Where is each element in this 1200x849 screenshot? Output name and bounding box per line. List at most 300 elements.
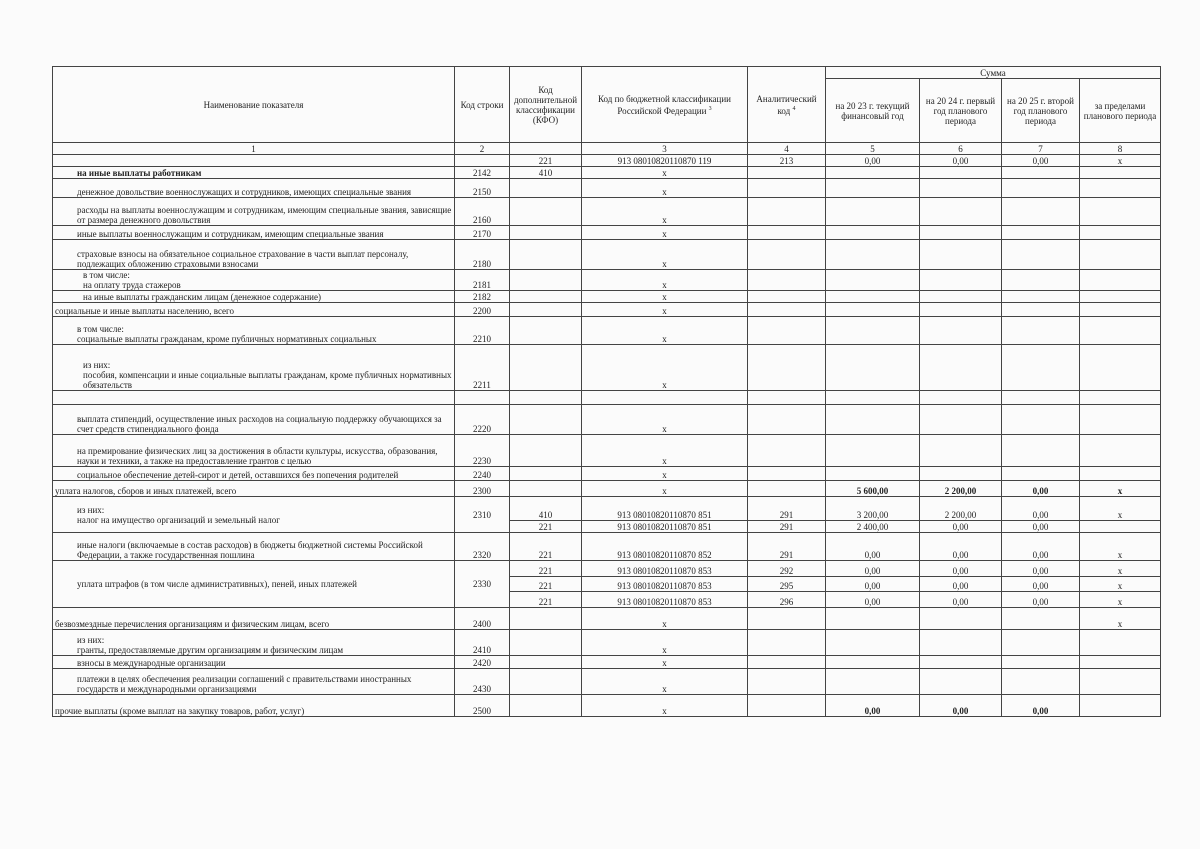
row-label: прочие выплаты (кроме выплат на закупку товаров, работ, услуг): [55, 706, 305, 716]
row-sum-2024: [920, 167, 1002, 179]
row-sum-beyond: [1080, 345, 1161, 391]
row-sum-beyond: [1080, 435, 1161, 467]
row-name: [53, 179, 455, 198]
row-label: взносы в международные организации: [77, 658, 226, 668]
row-kfo: [510, 435, 582, 467]
row-name: [53, 561, 455, 608]
row-label: налог на имущество организаций и земельный налог: [77, 514, 280, 525]
row-budget-code: 913 08010820110870 851: [582, 497, 748, 521]
row-name: [53, 270, 455, 291]
row-sum-2024: [920, 303, 1002, 317]
row-label: иные налоги (включаемые в состав расходов) в бюджеты бюджетной системы Российской Федерации, а также государственная пошлина: [77, 540, 423, 560]
row-prefix: из них:: [77, 635, 105, 645]
row-sum-2024: 0,00: [920, 592, 1002, 608]
row-label: безвозмездные перечисления организациям и физическим лицам, всего: [55, 619, 330, 629]
table-row: [53, 291, 1161, 303]
header-year-3: на 20 25 г. второй год планового периода: [1002, 79, 1080, 143]
row-analytic-code: [748, 391, 826, 405]
row-analytic-code: [748, 669, 826, 695]
row-label: денежное довольствие военнослужащих и сотрудников, имеющих специальные звания: [77, 187, 412, 197]
row-label: социальное обеспечение детей-сирот и детей, оставшихся без попечения родителей: [77, 470, 399, 480]
row-sum-2025: [1002, 435, 1080, 467]
row-sum-2025: 0,00: [1002, 577, 1080, 592]
row-analytic-code: [748, 167, 826, 179]
row-sum-2023: 0,00: [826, 577, 920, 592]
row-sum-2023: [826, 656, 920, 669]
row-kfo: [510, 345, 582, 391]
row-budget-code: 913 08010820110870 853: [582, 577, 748, 592]
row-sum-beyond: x: [1080, 608, 1161, 630]
row-budget-code: x: [582, 669, 748, 695]
row-analytic-code: 292: [748, 561, 826, 577]
row-sum-2025: [1002, 291, 1080, 303]
table-row: [53, 198, 1161, 226]
row-name: [53, 608, 455, 630]
row-kfo: 410: [510, 167, 582, 179]
row-code: 2320: [455, 533, 510, 561]
header-kfo: Код дополнительной классификации (КФО): [510, 67, 582, 143]
row-sum-2025: [1002, 179, 1080, 198]
row-sum-beyond: [1080, 198, 1161, 226]
row-label: пособия, компенсации и иные социальные выплаты гражданам, кроме публичных нормативных обязательств: [83, 370, 452, 390]
row-sum-beyond: [1080, 521, 1161, 533]
row-analytic-code: [748, 630, 826, 656]
row-kfo: 221: [510, 592, 582, 608]
row-code: 2420: [455, 656, 510, 669]
row-analytic-code: [748, 467, 826, 481]
row-sum-beyond: x: [1080, 561, 1161, 577]
row-sum-2023: [826, 198, 920, 226]
row-name: [53, 630, 455, 656]
row-analytic-code: [748, 481, 826, 497]
row-analytic-code: 291: [748, 533, 826, 561]
row-sum-2023: [826, 291, 920, 303]
row-prefix: из них:: [77, 504, 105, 515]
row-sum-2023: 0,00: [826, 561, 920, 577]
row-sum-2024: 0,00: [920, 533, 1002, 561]
row-sum-2024: 0,00: [920, 521, 1002, 533]
row-sum-2025: [1002, 303, 1080, 317]
row-sum-2025: 0,00: [1002, 592, 1080, 608]
row-kfo: [510, 198, 582, 226]
row-label: выплата стипендий, осуществление иных расходов на социальную поддержку обучающихся за счет средств стипендиального фонда: [77, 414, 442, 434]
row-name: [53, 240, 455, 270]
table-row: [53, 608, 1161, 630]
row-kfo: [510, 303, 582, 317]
header-sum: Сумма: [826, 67, 1161, 79]
row-budget-code: x: [582, 630, 748, 656]
col-num: 1: [53, 143, 455, 155]
row-sum-2025: [1002, 656, 1080, 669]
row-sum-2024: [920, 669, 1002, 695]
row-kfo: [510, 391, 582, 405]
table-row: [53, 240, 1161, 270]
row-code: 2181: [455, 270, 510, 291]
row-label: гранты, предоставляемые другим организациям и физическим лицам: [77, 645, 344, 655]
table-row: [53, 345, 1161, 391]
header-year-1: на 20 23 г. текущий финансовый год: [826, 79, 920, 143]
row-budget-code: 913 08010820110870 851: [582, 521, 748, 533]
row-sum-2023: [826, 669, 920, 695]
row-sum-2024: [920, 467, 1002, 481]
row-budget-code: 913 08010820110870 853: [582, 592, 748, 608]
row-analytic-code: [748, 317, 826, 345]
row-code: 2400: [455, 608, 510, 630]
row-code: 2410: [455, 630, 510, 656]
row-name: [53, 155, 455, 167]
row-sum-2024: [920, 405, 1002, 435]
row-sum-beyond: [1080, 656, 1161, 669]
row-sum-2025: [1002, 317, 1080, 345]
row-analytic-code: [748, 179, 826, 198]
row-budget-code: x: [582, 179, 748, 198]
row-sum-2025: 0,00: [1002, 497, 1080, 521]
row-sum-beyond: [1080, 226, 1161, 240]
row-sum-2024: [920, 630, 1002, 656]
row-name: [53, 345, 455, 391]
table-row: [53, 391, 1161, 405]
row-sum-2024: [920, 345, 1002, 391]
row-kfo: [510, 669, 582, 695]
row-sum-2023: [826, 345, 920, 391]
row-sum-2025: 0,00: [1002, 155, 1080, 167]
row-kfo: 410: [510, 497, 582, 521]
row-kfo: 221: [510, 561, 582, 577]
row-code: 2310: [455, 497, 510, 533]
row-label: иные выплаты военнослужащим и сотрудникам, имеющим специальные звания: [77, 229, 384, 239]
row-code: 2220: [455, 405, 510, 435]
table-row: [53, 179, 1161, 198]
row-kfo: [510, 179, 582, 198]
table-row: [53, 167, 1161, 179]
table-row: [53, 656, 1161, 669]
row-kfo: [510, 240, 582, 270]
row-sum-2023: 0,00: [826, 695, 920, 717]
table-row: [53, 467, 1161, 481]
row-name: [53, 391, 455, 405]
row-kfo: [510, 695, 582, 717]
row-kfo: [510, 317, 582, 345]
row-sum-2023: 0,00: [826, 592, 920, 608]
col-num: 2: [455, 143, 510, 155]
table-row: [53, 405, 1161, 435]
row-sum-beyond: [1080, 270, 1161, 291]
row-name: [53, 695, 455, 717]
row-prefix: в том числе:: [83, 270, 130, 280]
row-sum-2024: [920, 179, 1002, 198]
plan-table: [52, 66, 1161, 717]
row-sum-2023: 3 200,00: [826, 497, 920, 521]
header-name: Наименование показателя: [53, 67, 455, 143]
row-analytic-code: [748, 608, 826, 630]
row-sum-beyond: x: [1080, 592, 1161, 608]
row-kfo: [510, 656, 582, 669]
row-sum-2023: [826, 630, 920, 656]
row-sum-beyond: x: [1080, 577, 1161, 592]
row-sum-2024: 0,00: [920, 695, 1002, 717]
row-sum-2023: [826, 167, 920, 179]
row-name: [53, 226, 455, 240]
row-sum-2025: [1002, 405, 1080, 435]
row-code: 2182: [455, 291, 510, 303]
col-num: [510, 143, 582, 155]
row-budget-code: [582, 391, 748, 405]
row-sum-2025: 0,00: [1002, 521, 1080, 533]
row-label: расходы на выплаты военнослужащим и сотрудникам, имеющим специальные звания, зависящие от размера денежного довольствия: [77, 205, 452, 225]
row-analytic-code: [748, 656, 826, 669]
row-sum-2025: [1002, 608, 1080, 630]
row-budget-code: x: [582, 167, 748, 179]
row-budget-code: x: [582, 240, 748, 270]
row-sum-2024: [920, 198, 1002, 226]
row-sum-2023: [826, 317, 920, 345]
col-num: 8: [1080, 143, 1161, 155]
row-analytic-code: [748, 291, 826, 303]
row-sum-beyond: [1080, 179, 1161, 198]
row-code: 2430: [455, 669, 510, 695]
row-budget-code: x: [582, 435, 748, 467]
row-code: 2211: [455, 345, 510, 391]
row-label: на премирование физических лиц за достижения в области культуры, искусства, образования, науки и техники, а также на предоставление грантов с целью: [77, 446, 438, 466]
table-body: [53, 155, 1161, 717]
table-row: [53, 497, 1161, 521]
row-sum-2023: 2 400,00: [826, 521, 920, 533]
header-code-row: Код строки: [455, 67, 510, 143]
row-budget-code: x: [582, 226, 748, 240]
row-label: уплата налогов, сборов и иных платежей, всего: [55, 486, 237, 496]
row-sum-2024: [920, 270, 1002, 291]
row-budget-code: x: [582, 317, 748, 345]
col-num: 6: [920, 143, 1002, 155]
row-code: [455, 155, 510, 167]
row-sum-beyond: [1080, 467, 1161, 481]
row-kfo: [510, 608, 582, 630]
table-row: [53, 533, 1161, 561]
table-row: [53, 435, 1161, 467]
row-code: 2200: [455, 303, 510, 317]
table-row: [53, 561, 1161, 577]
table-row: [53, 630, 1161, 656]
row-sum-2025: [1002, 198, 1080, 226]
row-sum-2025: [1002, 391, 1080, 405]
row-budget-code: 913 08010820110870 853: [582, 561, 748, 577]
row-sum-2024: [920, 291, 1002, 303]
row-sum-2023: [826, 179, 920, 198]
row-label: на иные выплаты гражданским лицам (денежное содержание): [83, 292, 321, 302]
row-budget-code: x: [582, 481, 748, 497]
row-sum-beyond: [1080, 167, 1161, 179]
row-kfo: 221: [510, 533, 582, 561]
row-name: [53, 533, 455, 561]
row-sum-2023: [826, 467, 920, 481]
row-budget-code: 913 08010820110870 119: [582, 155, 748, 167]
row-analytic-code: 291: [748, 497, 826, 521]
row-sum-2023: 0,00: [826, 533, 920, 561]
row-analytic-code: [748, 240, 826, 270]
row-sum-2023: [826, 435, 920, 467]
row-name: [53, 303, 455, 317]
row-code: 2150: [455, 179, 510, 198]
table-row: [53, 155, 1161, 167]
row-budget-code: x: [582, 270, 748, 291]
row-analytic-code: [748, 303, 826, 317]
row-budget-code: x: [582, 405, 748, 435]
col-num: 4: [748, 143, 826, 155]
row-name: [53, 291, 455, 303]
row-sum-2025: 0,00: [1002, 561, 1080, 577]
row-sum-2025: [1002, 240, 1080, 270]
row-sum-2023: 5 600,00: [826, 481, 920, 497]
table-row: [53, 317, 1161, 345]
row-code: [455, 391, 510, 405]
row-sum-2025: [1002, 270, 1080, 291]
row-sum-2024: [920, 435, 1002, 467]
row-sum-2023: 0,00: [826, 155, 920, 167]
row-name: [53, 405, 455, 435]
row-name: [53, 435, 455, 467]
row-sum-beyond: x: [1080, 481, 1161, 497]
row-sum-2024: [920, 608, 1002, 630]
row-sum-2025: [1002, 630, 1080, 656]
row-kfo: [510, 405, 582, 435]
row-analytic-code: 296: [748, 592, 826, 608]
header-year-4: за пределами планового периода: [1080, 79, 1161, 143]
row-sum-2024: [920, 240, 1002, 270]
col-num: 7: [1002, 143, 1080, 155]
row-kfo: [510, 226, 582, 240]
row-sum-2024: 0,00: [920, 155, 1002, 167]
row-analytic-code: 213: [748, 155, 826, 167]
row-sum-2025: 0,00: [1002, 481, 1080, 497]
row-name: [53, 656, 455, 669]
row-analytic-code: [748, 345, 826, 391]
row-name: [53, 669, 455, 695]
row-sum-beyond: [1080, 291, 1161, 303]
row-analytic-code: [748, 226, 826, 240]
row-sum-2023: [826, 303, 920, 317]
row-code: 2300: [455, 481, 510, 497]
row-kfo: [510, 291, 582, 303]
row-sum-beyond: x: [1080, 533, 1161, 561]
row-sum-2023: [826, 240, 920, 270]
row-kfo: [510, 270, 582, 291]
row-code: 2170: [455, 226, 510, 240]
row-kfo: [510, 467, 582, 481]
row-kfo: 221: [510, 521, 582, 533]
row-name: [53, 467, 455, 481]
row-sum-2023: [826, 226, 920, 240]
row-budget-code: x: [582, 656, 748, 669]
row-sum-2025: [1002, 345, 1080, 391]
row-label: платежи в целях обеспечения реализации соглашений с правительствами иностранных государств и международными организациями: [77, 674, 412, 694]
row-analytic-code: [748, 198, 826, 226]
row-kfo: [510, 481, 582, 497]
row-sum-beyond: x: [1080, 497, 1161, 521]
row-sum-2024: 0,00: [920, 561, 1002, 577]
row-sum-beyond: [1080, 303, 1161, 317]
row-analytic-code: 291: [748, 521, 826, 533]
row-name: [53, 497, 455, 533]
row-kfo: 221: [510, 155, 582, 167]
row-code: 2240: [455, 467, 510, 481]
table-row: [53, 303, 1161, 317]
table-row: [53, 481, 1161, 497]
row-label: на иные выплаты работникам: [77, 168, 202, 178]
row-sum-2024: [920, 391, 1002, 405]
row-sum-beyond: [1080, 669, 1161, 695]
row-budget-code: x: [582, 291, 748, 303]
row-sum-2025: [1002, 226, 1080, 240]
row-code: 2160: [455, 198, 510, 226]
row-analytic-code: [748, 695, 826, 717]
row-sum-2023: [826, 405, 920, 435]
row-label: уплата штрафов (в том числе административных), пеней, иных платежей: [77, 579, 357, 589]
row-prefix: из них:: [83, 360, 111, 370]
row-kfo: 221: [510, 577, 582, 592]
row-sum-2025: [1002, 669, 1080, 695]
row-budget-code: 913 08010820110870 852: [582, 533, 748, 561]
row-code: 2500: [455, 695, 510, 717]
row-code: 2180: [455, 240, 510, 270]
row-code: 2330: [455, 561, 510, 608]
row-code: 2210: [455, 317, 510, 345]
row-kfo: [510, 630, 582, 656]
table-row: [53, 226, 1161, 240]
row-analytic-code: [748, 405, 826, 435]
row-sum-beyond: [1080, 391, 1161, 405]
row-code: 2230: [455, 435, 510, 467]
row-prefix: в том числе:: [77, 324, 124, 334]
row-name: [53, 167, 455, 179]
row-name: [53, 481, 455, 497]
table-row: [53, 669, 1161, 695]
header-year-2: на 20 24 г. первый год планового периода: [920, 79, 1002, 143]
row-sum-beyond: x: [1080, 155, 1161, 167]
row-budget-code: x: [582, 467, 748, 481]
row-sum-2024: 2 200,00: [920, 481, 1002, 497]
row-sum-beyond: [1080, 695, 1161, 717]
row-sum-2025: 0,00: [1002, 533, 1080, 561]
row-budget-code: x: [582, 345, 748, 391]
row-sum-2025: [1002, 167, 1080, 179]
row-label: социальные и иные выплаты населению, всего: [55, 306, 235, 316]
row-sum-2023: [826, 608, 920, 630]
row-analytic-code: 295: [748, 577, 826, 592]
row-label: социальные выплаты гражданам, кроме публичных нормативных социальных: [77, 334, 377, 344]
row-sum-2025: [1002, 467, 1080, 481]
row-sum-2024: [920, 317, 1002, 345]
header-analytic: Аналитический код $^4$: [748, 67, 826, 143]
row-sum-2024: [920, 656, 1002, 669]
row-sum-beyond: [1080, 240, 1161, 270]
table-row: [53, 695, 1161, 717]
row-code: 2142: [455, 167, 510, 179]
row-budget-code: x: [582, 608, 748, 630]
row-sum-2024: 2 200,00: [920, 497, 1002, 521]
row-sum-beyond: [1080, 405, 1161, 435]
row-sum-2023: [826, 391, 920, 405]
row-budget-code: x: [582, 695, 748, 717]
row-name: [53, 198, 455, 226]
col-num: 3: [582, 143, 748, 155]
row-sum-beyond: [1080, 317, 1161, 345]
row-sum-2024: 0,00: [920, 577, 1002, 592]
row-analytic-code: [748, 270, 826, 291]
header-budget-code: Код по бюджетной классификации Российской Федерации $^3$: [582, 67, 748, 143]
row-sum-2025: 0,00: [1002, 695, 1080, 717]
row-sum-2024: [920, 226, 1002, 240]
row-budget-code: x: [582, 303, 748, 317]
